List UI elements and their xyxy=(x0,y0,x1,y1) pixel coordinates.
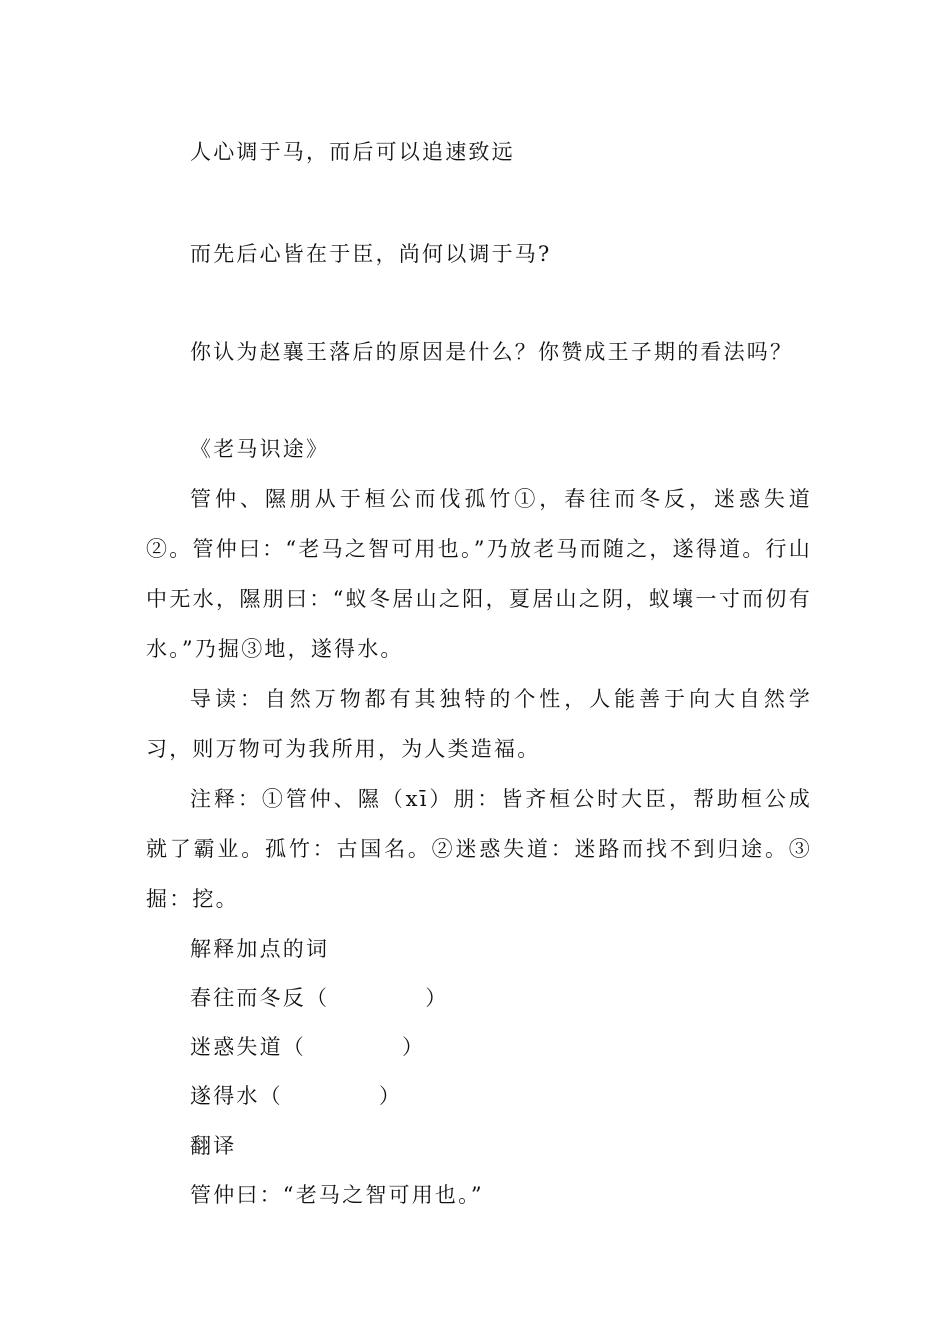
exercise-item-3 xyxy=(190,1084,816,1108)
exercise-item-2-text: 迷惑失道（ xyxy=(190,1035,306,1059)
story-paragraph: 管仲、隰朋从于桓公而伐孤竹①，春往而冬反，迷惑失道②。管仲曰：“老马之智可用也。”乃放老马而随之，遂得道。行山中无水，隰朋曰：“蚁冬居山之阳，夏居山之阴，蚁壤一寸而仞有水。”乃掘③地，遂得水。 xyxy=(146,487,812,661)
text-line-2: 而先后心皆在于臣，尚何以调于马? xyxy=(190,242,552,266)
exercise-item-2-close: ） xyxy=(402,1035,426,1059)
translate-heading: 翻译 xyxy=(190,1134,237,1158)
exercise-item-1-close: ） xyxy=(425,986,449,1010)
exercise-item-3-close: ） xyxy=(378,1084,403,1108)
exercise-item-2 xyxy=(190,1035,816,1059)
text-line-1: 人心调于马，而后可以追速致远 xyxy=(190,140,515,164)
exercise-heading: 解释加点的词 xyxy=(190,937,330,961)
exercise-item-1-text: 春往而冬反（ xyxy=(190,986,330,1010)
question-line: 你认为赵襄王落后的原因是什么？你赞成王子期的看法吗？ xyxy=(190,340,794,364)
notes-paragraph: 注释：①管仲、隰（xī）朋：皆齐桓公时大臣，帮助桓公成就了霸业。孤竹：古国名。②迷惑失道：迷路而找不到归途。③掘：挖。 xyxy=(146,787,812,911)
translate-item: 管仲曰：“老马之智可用也。” xyxy=(190,1183,484,1207)
exercise-item-1 xyxy=(190,986,816,1010)
guide-paragraph: 导读：自然万物都有其独特的个性，人能善于向大自然学习，则万物可为我所用，为人类造福。 xyxy=(146,687,812,761)
article-title: 《老马识途》 xyxy=(190,437,330,461)
exercise-item-3-text: 遂得水（ xyxy=(190,1084,283,1108)
